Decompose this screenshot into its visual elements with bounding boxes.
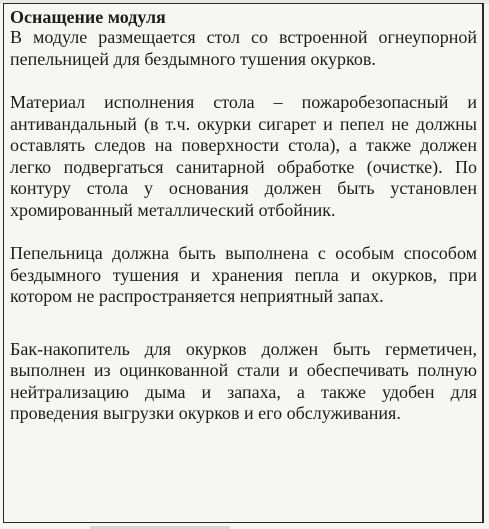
section-heading: Оснащение модуля: [10, 7, 166, 27]
paragraph-module-table: В модуле размещается стол со встроенной огнеупорной пепельницей для бездымного тушения окурков.: [10, 27, 477, 69]
document-table-cell: [3, 3, 484, 523]
cell-content: [10, 7, 477, 425]
paragraph-table-material: Материал исполнения стола – пожаробезопасный и антивандальный (в т.ч. окурки сигарет и пепел не должны оставлять следов на поверхности стола), а также должен легко подвергаться санитарной обработке (очистке). По контуру стола у основания должен быть установлен хромированный металлический отбойник.: [10, 92, 477, 220]
paragraph-storage-tank: Бак-накопитель для окурков должен быть герметичен, выполнен из оцинкованной стали и обеспечивать полную нейтрализацию дыма и запаха, а также удобен для проведения выгрузки окурков и его обслуживания.: [10, 338, 477, 423]
paragraph-ashtray: Пепельница должна быть выполнена с особым способом бездымного тушения и хранения пепла и окурков, при котором не распространяется неприятный запах.: [10, 243, 477, 306]
